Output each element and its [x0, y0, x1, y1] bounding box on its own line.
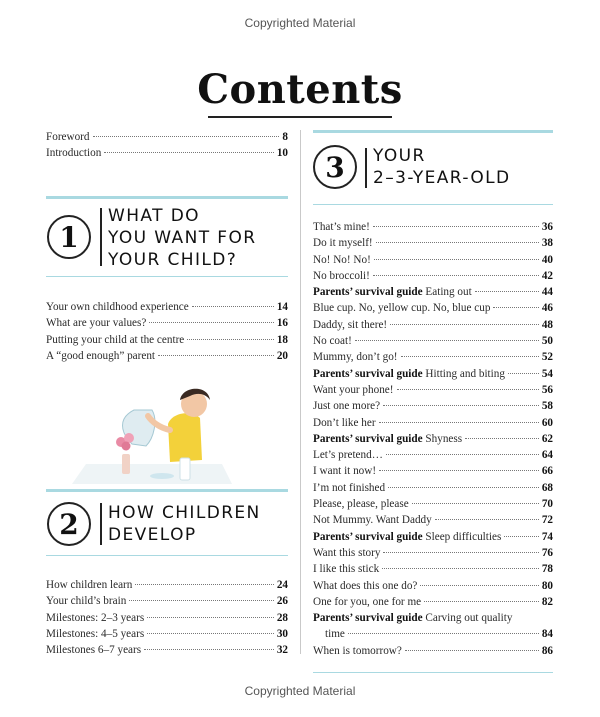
toc-entry-text: Don’t like her — [313, 416, 376, 429]
toc-entry — [313, 398, 553, 414]
toc-entry — [46, 610, 288, 626]
toc-entry-text: Do it myself! — [313, 237, 373, 250]
toc-entry — [46, 642, 288, 658]
toc-entry-title — [46, 642, 141, 658]
toc-entry-page: 58 — [541, 400, 553, 413]
toc-entry-text: Want your phone! — [313, 383, 394, 396]
chapter-1-header — [46, 196, 288, 278]
toc-entry-title — [313, 333, 352, 349]
toc-entry-text: I like this stick — [313, 563, 380, 576]
toc-entry-page: 62 — [541, 432, 553, 445]
leader-dots — [435, 519, 539, 520]
leader-dots — [383, 552, 538, 553]
toc-entry — [313, 545, 553, 561]
toc-entry-title — [313, 496, 409, 512]
toc-entry-text: Mummy, don’t go! — [313, 351, 398, 364]
toc-entry — [313, 578, 553, 594]
leader-dots — [504, 536, 538, 537]
toc-entry — [313, 610, 553, 626]
toc-entry-text: That’s mine! — [313, 221, 370, 233]
toc-entry-page: 52 — [541, 351, 553, 364]
toc-entry-page: 26 — [276, 595, 288, 608]
toc-entry-text: Putting your child at the centre — [46, 333, 185, 346]
leader-dots — [386, 454, 539, 455]
toc-entry-page: 54 — [541, 367, 553, 380]
toc-entry — [46, 332, 288, 348]
leader-dots — [373, 275, 539, 276]
toc-entry-title — [313, 366, 505, 382]
toc-entry-text: Milestones: 2–3 years — [46, 611, 145, 624]
toc-entry-title — [46, 348, 155, 364]
toc-entry-text: One for you, one for me — [313, 595, 422, 608]
toc-entry-page: 64 — [541, 449, 553, 462]
chapter-1-bottom-rule — [46, 276, 288, 277]
leader-dots — [135, 584, 273, 585]
toc-entry — [313, 284, 553, 300]
chapter-3-title-line: 2–3-YEAR-OLD — [373, 168, 511, 188]
toc-entry-text: No coat! — [313, 335, 352, 348]
survival-guide-label: Parents’ survival guide — [313, 432, 423, 445]
chapter-1-bar — [100, 208, 102, 266]
toc-entry — [313, 447, 553, 463]
toc-entry-page: 30 — [276, 627, 288, 640]
chapter-3-number: 3 — [313, 145, 357, 189]
toc-entry-text: Eating out — [425, 286, 472, 299]
toc-entry-title — [313, 349, 398, 365]
toc-entry-title — [313, 610, 512, 626]
leader-dots — [465, 438, 539, 439]
toc-entry — [313, 300, 553, 316]
toc-entry-title — [313, 578, 417, 594]
toc-entry — [313, 333, 553, 349]
toc-entry-title — [313, 268, 370, 284]
toc-entry-page: 74 — [541, 530, 553, 543]
chapter-1-number: 1 — [47, 215, 91, 259]
toc-entry-text: How children learn — [46, 579, 133, 591]
toc-entry-page: 56 — [541, 383, 553, 396]
leader-dots — [374, 259, 539, 260]
leader-dots — [390, 324, 539, 325]
toc-entry-text: No broccoli! — [313, 269, 370, 282]
toc-entry-title — [313, 480, 385, 496]
toc-entry-page: 76 — [541, 546, 553, 559]
right-column-bottom-rule — [313, 672, 553, 673]
chapter-1-title-line: WHAT DO — [108, 206, 200, 226]
toc-entry-page: 8 — [282, 131, 288, 143]
toc-entry-text: Carving out quality — [425, 612, 513, 625]
leader-dots — [129, 600, 274, 601]
toc-entry — [46, 593, 288, 609]
leader-dots — [149, 322, 273, 323]
toc-entry-title — [46, 129, 90, 145]
toc-entry-text: I’m not finished — [313, 481, 386, 494]
vase — [122, 454, 130, 474]
leader-dots — [147, 617, 274, 618]
toc-entry-text: Shyness — [425, 432, 463, 445]
toc-entry-page: 80 — [541, 579, 553, 592]
leader-dots — [187, 339, 274, 340]
toc-entry-page: 68 — [541, 481, 553, 494]
toc-entry-text: Your own childhood experience — [46, 301, 189, 313]
survival-guide-label: Parents’ survival guide — [313, 612, 423, 625]
toc-entry-text: Your child’s brain — [46, 595, 127, 608]
toc-entry-title — [46, 299, 189, 315]
toc-entry-text: Sleep difficulties — [425, 530, 502, 543]
toc-entry — [313, 512, 553, 528]
toc-entry-page: 32 — [276, 644, 288, 657]
toc-entry-title — [313, 382, 394, 398]
toc-entry — [313, 219, 553, 235]
leader-dots — [348, 633, 539, 634]
toc-entry-title — [313, 463, 376, 479]
leader-dots — [158, 355, 274, 356]
leader-dots — [383, 405, 539, 406]
chapter-1-top-rule — [46, 196, 288, 199]
chapter-1-entries — [46, 299, 288, 364]
toc-entry — [313, 431, 553, 447]
toc-entry-page: 70 — [541, 498, 553, 511]
leader-dots — [405, 650, 539, 651]
copyright-notice-bottom: Copyrighted Material — [244, 684, 356, 698]
toc-entry — [46, 299, 288, 315]
column-divider — [300, 130, 301, 654]
toc-entry-title — [46, 315, 146, 331]
toc-entry — [46, 145, 288, 161]
toc-entry-page: 72 — [541, 514, 553, 527]
toc-entry-page: 36 — [541, 221, 553, 233]
toc-entry-text: Not Mummy. Want Daddy — [313, 514, 432, 527]
chapter-2-header — [46, 489, 288, 557]
leader-dots — [397, 389, 539, 390]
toc-entry-page: 50 — [541, 335, 553, 348]
toc-entry-title — [313, 252, 371, 268]
leader-dots — [388, 487, 539, 488]
toc-entry-title — [46, 610, 144, 626]
child-pouring-water-illustration — [72, 384, 272, 484]
toc-entry — [313, 561, 553, 577]
chapter-3-title-line: YOUR — [373, 146, 426, 166]
toc-entry-page: 86 — [541, 644, 553, 657]
toc-entry-page: 78 — [541, 563, 553, 576]
leader-dots — [93, 136, 280, 137]
child-shirt — [168, 413, 202, 462]
toc-entry-page: 82 — [541, 595, 553, 608]
toc-entry — [313, 366, 553, 382]
toc-entry-title — [46, 145, 101, 161]
chapter-1-title — [108, 205, 256, 271]
leader-dots — [475, 291, 539, 292]
chapter-1-title-line: YOUR CHILD? — [108, 250, 238, 270]
toc-entry — [46, 315, 288, 331]
leader-dots — [144, 649, 274, 650]
page-title: Contents — [197, 66, 403, 113]
chapter-3-entries — [313, 219, 553, 659]
toc-entry-title — [46, 577, 132, 593]
toc-entry-title — [313, 512, 432, 528]
chapter-2-bottom-rule — [46, 555, 288, 556]
toc-entry — [313, 480, 553, 496]
leader-dots — [355, 340, 539, 341]
toc-entry — [313, 268, 553, 284]
toc-entry-text: Foreword — [46, 131, 90, 143]
toc-entry-text: What are your values? — [46, 317, 147, 330]
toc-entry-text: Just one more? — [313, 400, 381, 413]
toc-entry-page: 10 — [276, 147, 288, 160]
survival-guide-label: Parents’ survival guide — [313, 530, 423, 543]
toc-entry-page: 42 — [541, 269, 553, 282]
toc-entry-page: 20 — [276, 349, 288, 362]
toc-entry-title — [313, 317, 387, 333]
toc-entry-text: Introduction — [46, 147, 102, 160]
toc-entry-title — [313, 561, 379, 577]
chapter-3-title — [373, 145, 510, 189]
toc-entry — [313, 463, 553, 479]
chapter-2-entries — [46, 577, 288, 658]
toc-entry-text: Want this story — [313, 546, 381, 559]
chapter-2-title-line: HOW CHILDREN — [108, 503, 261, 523]
toc-entry-text: A “good enough” parent — [46, 349, 156, 362]
leader-dots — [401, 356, 539, 357]
chapter-3-bar — [365, 148, 367, 188]
toc-entry-title — [313, 235, 373, 251]
leader-dots — [192, 306, 274, 307]
leader-dots — [379, 470, 539, 471]
toc-entry-page: 84 — [541, 628, 553, 641]
leader-dots — [424, 601, 539, 602]
toc-entry-title — [46, 593, 126, 609]
leader-dots — [382, 568, 539, 569]
water-puddle — [150, 473, 174, 479]
copyright-notice-top: Copyrighted Material — [244, 16, 356, 30]
toc-entry — [46, 577, 288, 593]
chapter-2-top-rule — [46, 489, 288, 492]
toc-entry-text: Let’s pretend… — [313, 449, 383, 462]
toc-entry-page: 24 — [276, 579, 288, 591]
survival-guide-label: Parents’ survival guide — [313, 367, 423, 380]
toc-entry-text: When is tomorrow? — [313, 644, 402, 657]
leader-dots — [373, 226, 539, 227]
toc-entry-title — [313, 415, 376, 431]
toc-entry-page: 60 — [541, 416, 553, 429]
chapter-3-bottom-rule — [313, 204, 553, 205]
title-underline — [208, 116, 392, 118]
toc-entry-title — [46, 626, 144, 642]
leader-dots — [376, 242, 539, 243]
toc-entry-title — [313, 594, 421, 610]
toc-entry-page: 46 — [541, 302, 553, 315]
toc-entry-title — [46, 332, 184, 348]
toc-entry — [46, 348, 288, 364]
toc-entry-title — [313, 284, 472, 300]
chapter-2-title-line: DEVELOP — [108, 525, 197, 545]
toc-entry-title — [313, 300, 490, 316]
flower — [124, 433, 134, 443]
leader-dots — [104, 152, 274, 153]
toc-entry-text: Milestones 6–7 years — [46, 644, 142, 657]
toc-entry-page: 16 — [276, 317, 288, 330]
toc-entry-title — [313, 431, 462, 447]
toc-entry-text: Milestones: 4–5 years — [46, 627, 145, 640]
toc-entry-page: 44 — [541, 286, 553, 299]
toc-entry-page: 38 — [541, 237, 553, 250]
toc-entry-page: 14 — [276, 301, 288, 313]
toc-entry — [313, 317, 553, 333]
toc-entry-text: What does this one do? — [313, 579, 418, 592]
toc-entry-page: 28 — [276, 611, 288, 624]
leader-dots — [147, 633, 274, 634]
toc-entry-page: 48 — [541, 318, 553, 331]
toc-entry-text: Blue cup. No, yellow cup. No, blue cup — [313, 302, 491, 315]
toc-entry — [313, 643, 553, 659]
toc-entry-page: 18 — [276, 333, 288, 346]
leader-dots — [493, 307, 538, 308]
leader-dots — [412, 503, 539, 504]
chapter-2-number: 2 — [47, 502, 91, 546]
toc-entry-title — [313, 398, 380, 414]
toc-entry-title — [313, 643, 402, 659]
front-matter-list — [46, 129, 288, 162]
toc-entry-text: Please, please, please — [313, 498, 409, 511]
leader-dots — [508, 373, 539, 374]
toc-entry — [313, 415, 553, 431]
leader-dots — [379, 422, 539, 423]
table-surface — [72, 464, 232, 484]
chapter-3-top-rule — [313, 130, 553, 133]
toc-entry — [313, 594, 553, 610]
toc-entry — [313, 382, 553, 398]
toc-entry-title — [313, 447, 383, 463]
chapter-2-title — [108, 502, 261, 546]
chapter-1-title-line: YOU WANT FOR — [108, 228, 257, 248]
toc-entry-text: Daddy, sit there! — [313, 318, 388, 331]
toc-entry-page: 66 — [541, 465, 553, 478]
toc-entry — [46, 129, 288, 145]
toc-entry-text: Hitting and biting — [425, 367, 505, 380]
toc-entry-title — [313, 219, 370, 235]
toc-entry-page: 40 — [541, 253, 553, 266]
toc-entry — [313, 235, 553, 251]
toc-entry-text: time — [325, 628, 345, 641]
toc-entry — [313, 349, 553, 365]
toc-entry — [313, 496, 553, 512]
flower — [122, 442, 131, 451]
toc-entry-title — [313, 545, 380, 561]
leader-dots — [420, 585, 538, 586]
survival-guide-label: Parents’ survival guide — [313, 286, 423, 299]
toc-entry-text: I want it now! — [313, 465, 377, 478]
chapter-2-bar — [100, 503, 102, 545]
toc-entry — [313, 529, 553, 545]
toc-entry — [313, 252, 553, 268]
toc-entry-continuation — [313, 626, 553, 642]
toc-entry-text: No! No! No! — [313, 253, 371, 266]
toc-entry — [46, 626, 288, 642]
drinking-glass — [180, 458, 190, 480]
chapter-3-header — [313, 130, 553, 210]
toc-entry-title — [313, 529, 501, 545]
